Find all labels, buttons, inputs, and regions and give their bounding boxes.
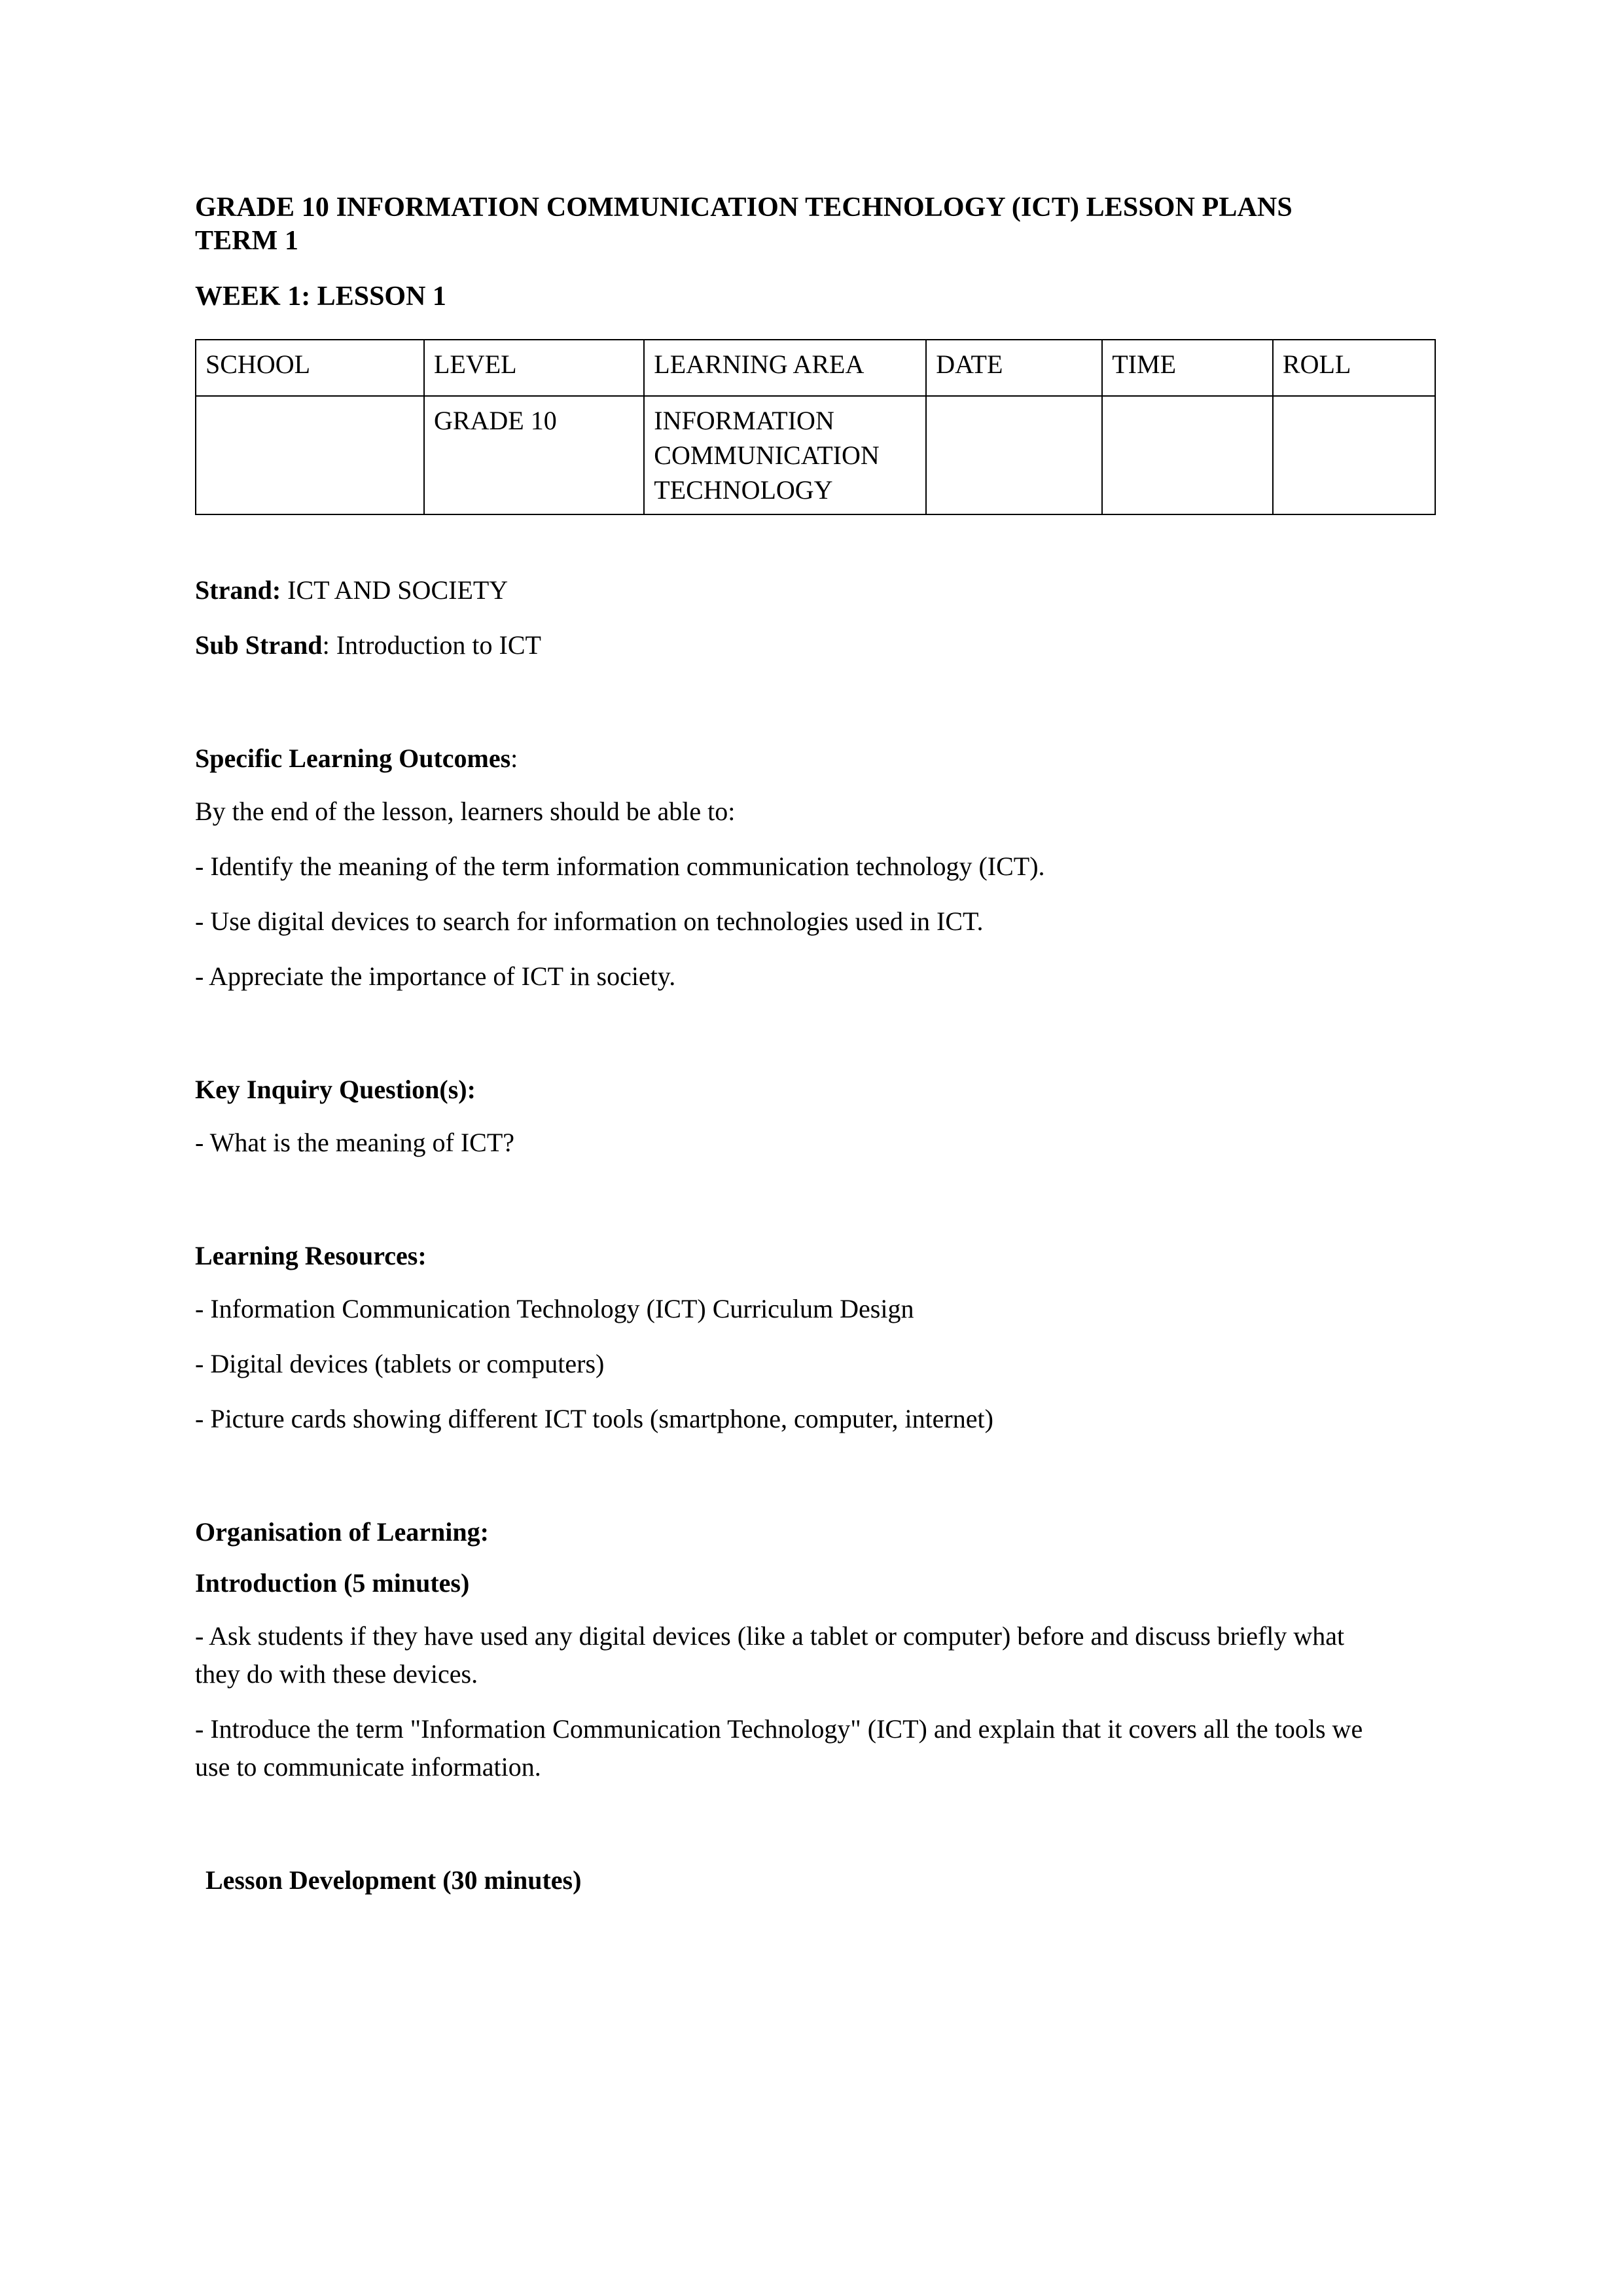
spacer (195, 1438, 1368, 1515)
spacer (195, 831, 1368, 848)
table-header-school: SCHOOL (196, 340, 424, 396)
list-item: - Ask students if they have used any digital devices (like a tablet or computer) before and discuss briefly what they do with these devices. (195, 1621, 1345, 1689)
sub-strand-line (195, 626, 1368, 664)
introduction-heading: Introduction (5 minutes) (195, 1568, 470, 1598)
specific-learning-outcomes-heading (195, 742, 1368, 776)
sub-strand-value: Introduction to ICT (336, 630, 541, 660)
key-inquiry-questions-heading: Key Inquiry Question(s): (195, 1075, 476, 1105)
spacer (195, 515, 1368, 571)
spacer (195, 1107, 1368, 1124)
table-header-time: TIME (1102, 340, 1273, 396)
spacer (195, 1693, 1368, 1710)
spacer (195, 996, 1368, 1073)
cell-roll[interactable] (1273, 396, 1435, 515)
spacer (195, 1328, 1368, 1345)
spacer (195, 1162, 1368, 1239)
table-header-roll: ROLL (1273, 340, 1435, 396)
learning-resources-heading: Learning Resources: (195, 1241, 427, 1271)
list-item: - Use digital devices to search for information on technologies used in ICT. (195, 906, 984, 937)
strand-value: ICT AND SOCIETY (287, 575, 508, 605)
page-title: GRADE 10 INFORMATION COMMUNICATION TECHNOLOGY (ICT) LESSON PLANS TERM 1 (195, 192, 1293, 257)
list-item: - Picture cards showing different ICT tools (smartphone, computer, internet) (195, 1404, 993, 1434)
spacer (195, 1273, 1368, 1290)
lesson-info-table (195, 339, 1436, 516)
cell-level[interactable]: GRADE 10 (424, 396, 644, 515)
spacer (195, 609, 1368, 626)
cell-date[interactable] (926, 396, 1102, 515)
week-lesson-heading: WEEK 1: LESSON 1 (195, 281, 446, 312)
sub-strand-colon: : (322, 630, 330, 660)
specific-learning-outcomes-heading-colon: : (510, 744, 518, 774)
spacer (195, 1549, 1368, 1566)
list-item: - Information Communication Technology (ICT) Curriculum Design (195, 1294, 914, 1324)
spacer (195, 886, 1368, 903)
cell-time[interactable] (1102, 396, 1273, 515)
spacer (195, 664, 1368, 742)
table-row (196, 396, 1435, 515)
specific-learning-outcomes-heading-text: Specific Learning Outcomes (195, 744, 511, 774)
lesson-development-heading: Lesson Development (30 minutes) (205, 1865, 582, 1895)
list-item: - Identify the meaning of the term information communication technology (ICT). (195, 852, 1045, 882)
spacer (195, 1600, 1368, 1617)
spacer (195, 1786, 1368, 1863)
table-header-level: LEVEL (424, 340, 644, 396)
list-item: - Appreciate the importance of ICT in society. (195, 961, 676, 992)
spacer (195, 776, 1368, 793)
cell-learning-area[interactable]: INFORMATION COMMUNICATION TECHNOLOGY (644, 396, 926, 515)
table-header-row (196, 340, 1435, 396)
list-item: - What is the meaning of ICT? (195, 1128, 515, 1158)
cell-school[interactable] (196, 396, 424, 515)
list-item: - Digital devices (tablets or computers) (195, 1349, 605, 1379)
table-header-date: DATE (926, 340, 1102, 396)
strand-line (195, 571, 1368, 609)
list-item: - Introduce the term "Information Communication Technology" (ICT) and explain that it covers all the tools we use to communicate information. (195, 1714, 1363, 1782)
sub-strand-label: Sub Strand (195, 630, 323, 660)
spacer (195, 941, 1368, 958)
strand-label: Strand: (195, 575, 281, 605)
organisation-of-learning-heading: Organisation of Learning: (195, 1517, 489, 1547)
spacer (195, 1383, 1368, 1400)
table-header-learning-area: LEARNING AREA (644, 340, 926, 396)
specific-learning-outcomes-intro: By the end of the lesson, learners should be able to: (195, 797, 736, 827)
